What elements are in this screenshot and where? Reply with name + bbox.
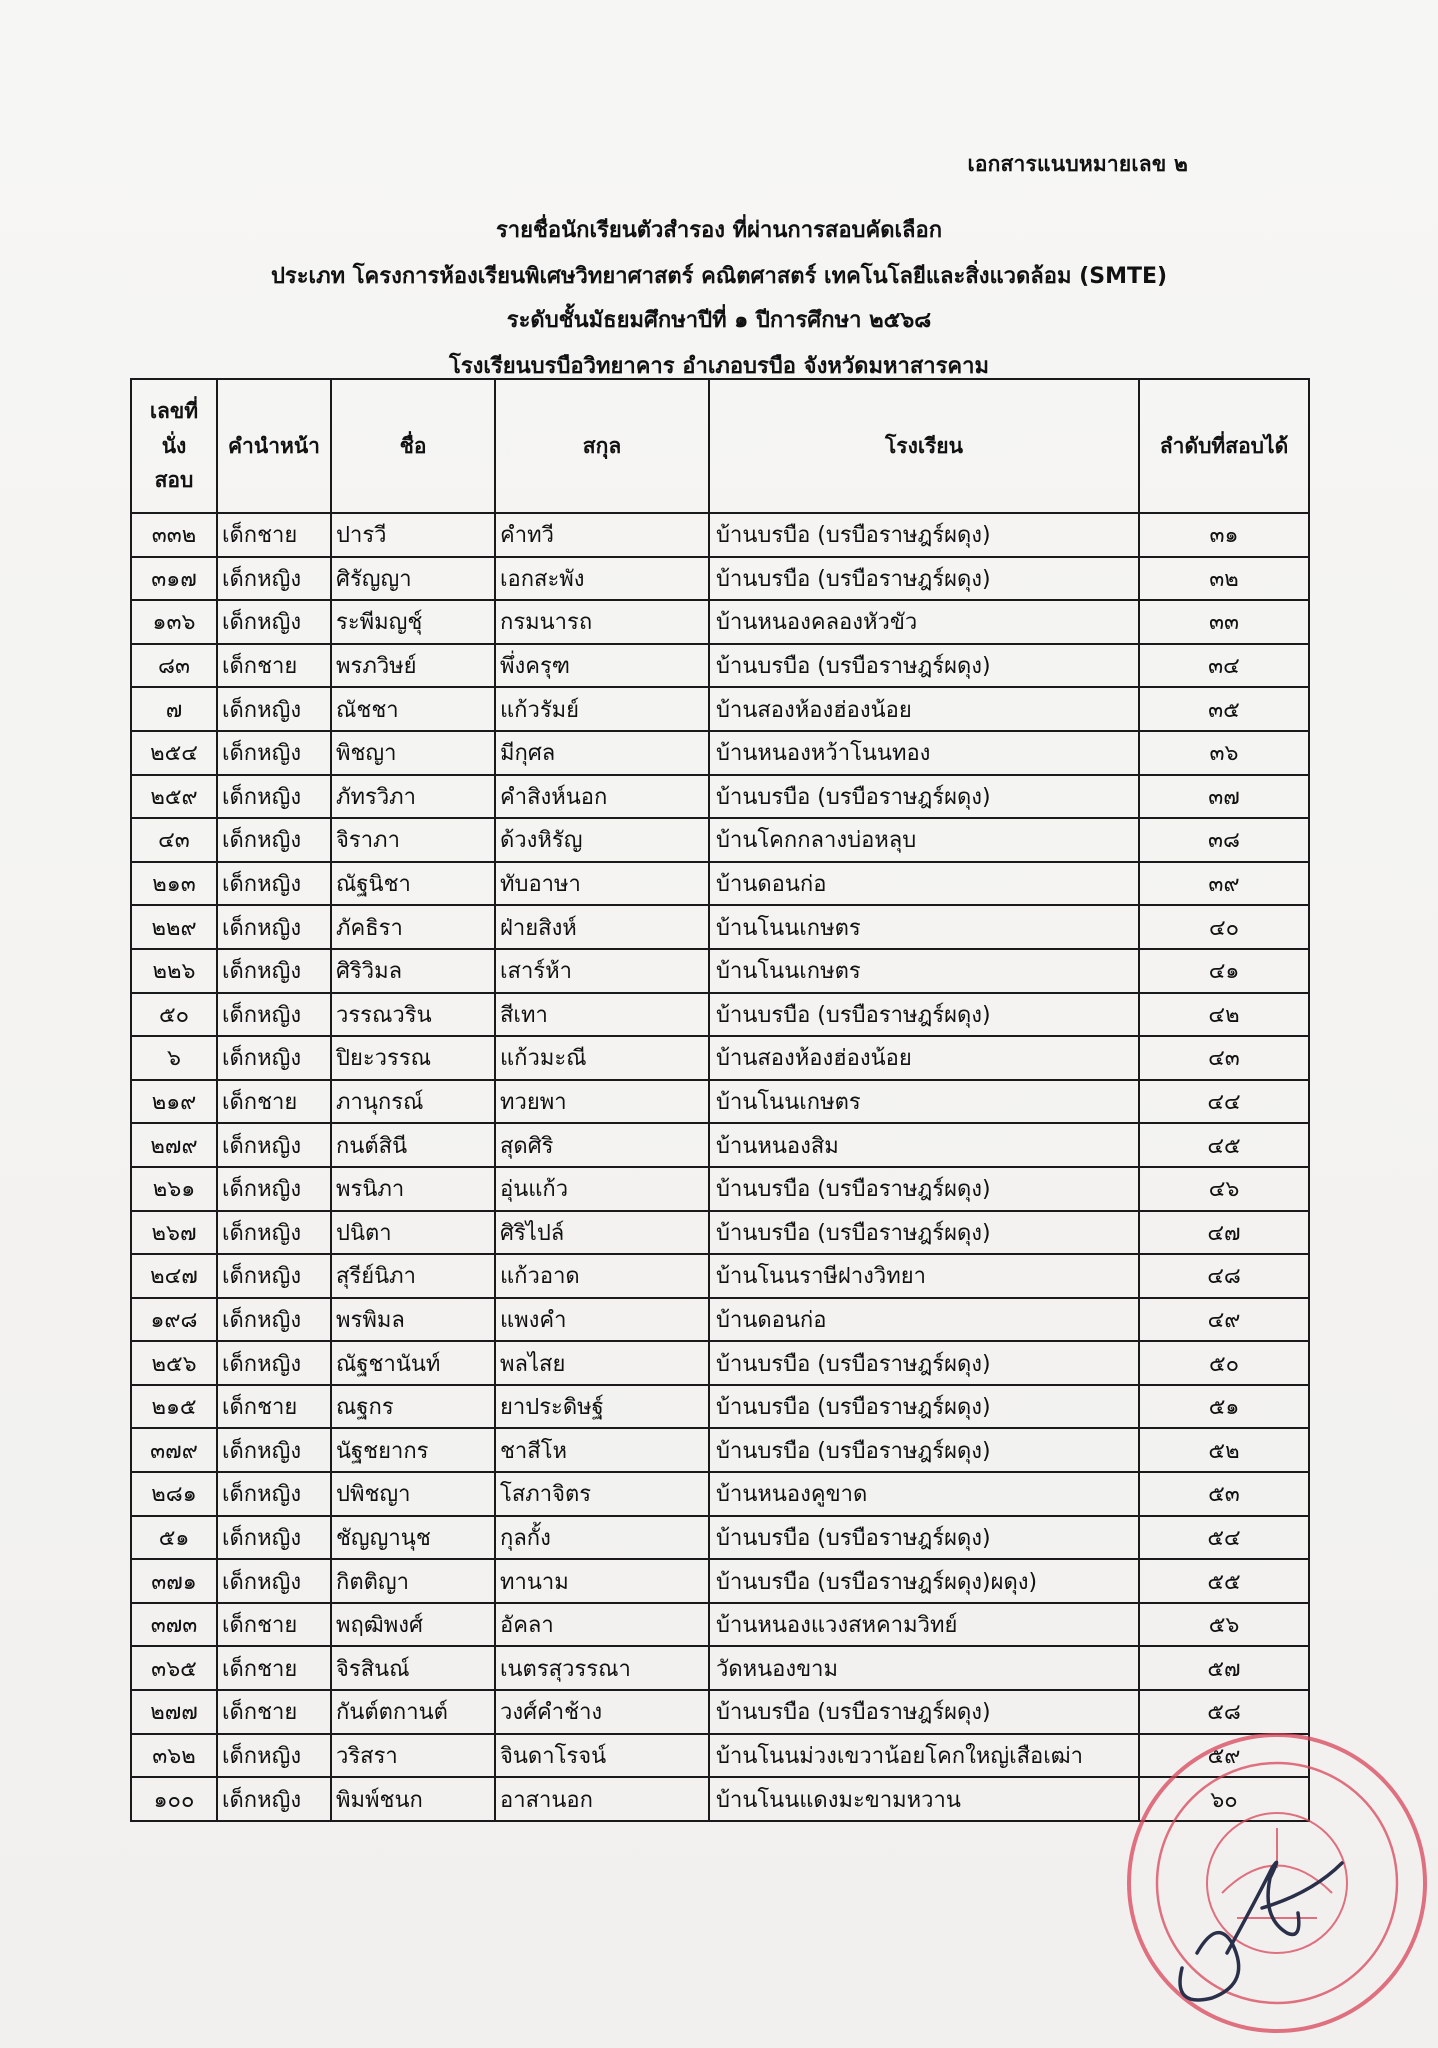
prefix-cell: เด็กชาย — [217, 1603, 331, 1647]
prefix-cell: เด็กหญิง — [217, 1472, 331, 1516]
table-row — [131, 862, 1309, 906]
prefix-cell: เด็กหญิง — [217, 775, 331, 819]
rank-cell: ๓๒ — [1139, 557, 1309, 601]
school-cell: บ้านดอนก่อ — [709, 862, 1139, 906]
rank-cell: ๓๕ — [1139, 687, 1309, 731]
seat-no-cell: ๒๖๑ — [131, 1167, 217, 1211]
seat-no-cell: ๓๖๒ — [131, 1734, 217, 1778]
first-name-cell: จิรสินณ์ — [331, 1646, 495, 1690]
seat-no-cell: ๒๕๖ — [131, 1341, 217, 1385]
prefix-cell: เด็กหญิง — [217, 1516, 331, 1560]
seat-no-cell: ๒๑๓ — [131, 862, 217, 906]
rank-cell: ๔๒ — [1139, 993, 1309, 1037]
last-name-cell: ศิริไปล์ — [495, 1211, 709, 1255]
prefix-cell: เด็กหญิง — [217, 1341, 331, 1385]
prefix-cell: เด็กหญิง — [217, 1211, 331, 1255]
prefix-cell: เด็กหญิง — [217, 1777, 331, 1821]
seat-no-cell: ๗ — [131, 687, 217, 731]
program-line: ประเภท โครงการห้องเรียนพิเศษวิทยาศาสตร์ คณิตศาสตร์ เทคโนโลยีและสิ่งแวดล้อม (SMTE) — [270, 264, 1168, 289]
first-name-cell: พฤฒิพงศ์ — [331, 1603, 495, 1647]
school-cell: บ้านบรบือ (บรบือราษฎร์ผดุง) — [709, 1516, 1139, 1560]
attachment-number: เอกสารแนบหมายเลข ๒ — [967, 152, 1188, 176]
first-name-cell: พรภวิษย์ — [331, 644, 495, 688]
rank-cell: ๓๖ — [1139, 731, 1309, 775]
prefix-cell: เด็กหญิง — [217, 993, 331, 1037]
table-row — [131, 1123, 1309, 1167]
level-line: ระดับชั้นมัธยมศึกษาปีที่ ๑ ปีการศึกษา ๒๕๖๘ — [506, 308, 932, 333]
first-name-cell: ชัญญานุช — [331, 1516, 495, 1560]
first-name-cell: จิราภา — [331, 818, 495, 862]
table-row — [131, 1211, 1309, 1255]
seat-no-cell: ๓๗๙ — [131, 1428, 217, 1472]
seat-no-cell: ๓๖๕ — [131, 1646, 217, 1690]
first-name-cell: ปารวี — [331, 513, 495, 557]
rank-cell: ๕๖ — [1139, 1603, 1309, 1647]
first-name-cell: ระพีมญชุ์ — [331, 600, 495, 644]
prefix-cell: เด็กหญิง — [217, 1734, 331, 1778]
reserve-students-table — [130, 378, 1310, 1822]
first-name-cell: วริสรา — [331, 1734, 495, 1778]
last-name-cell: ทวยพา — [495, 1080, 709, 1124]
table-row — [131, 600, 1309, 644]
rank-cell: ๓๙ — [1139, 862, 1309, 906]
seat-no-cell: ๕๐ — [131, 993, 217, 1037]
rank-cell: ๖๐ — [1139, 1777, 1309, 1821]
seat-no-cell: ๒๑๕ — [131, 1385, 217, 1429]
rank-cell: ๔๑ — [1139, 949, 1309, 993]
school-cell: บ้านบรบือ (บรบือราษฎร์ผดุง) — [709, 1211, 1139, 1255]
school-cell: บ้านบรบือ (บรบือราษฎร์ผดุง) — [709, 1690, 1139, 1734]
seat-no-cell: ๑๓๖ — [131, 600, 217, 644]
table-header-row — [131, 379, 1309, 513]
prefix-cell: เด็กหญิง — [217, 1036, 331, 1080]
rank-cell: ๕๕ — [1139, 1559, 1309, 1603]
last-name-cell: ชาสีโห — [495, 1428, 709, 1472]
rank-cell: ๓๑ — [1139, 513, 1309, 557]
first-name-cell: กันต์ตกานต์ — [331, 1690, 495, 1734]
school-cell: บ้านโนนราษีฝางวิทยา — [709, 1254, 1139, 1298]
rank-cell: ๕๘ — [1139, 1690, 1309, 1734]
school-cell: บ้านหนองคูขาด — [709, 1472, 1139, 1516]
table-row — [131, 1036, 1309, 1080]
school-cell: บ้านหนองสิม — [709, 1123, 1139, 1167]
last-name-cell: กุลกั้ง — [495, 1516, 709, 1560]
first-name-cell: กนต์สินี — [331, 1123, 495, 1167]
first-name-cell: ปพิชญา — [331, 1472, 495, 1516]
last-name-cell: แพงคำ — [495, 1298, 709, 1342]
seat-no-cell: ๑๐๐ — [131, 1777, 217, 1821]
last-name-cell: แก้วมะณี — [495, 1036, 709, 1080]
first-name-cell: ภัคธิรา — [331, 905, 495, 949]
first-name-cell: พิมพ์ชนก — [331, 1777, 495, 1821]
prefix-cell: เด็กชาย — [217, 1646, 331, 1690]
prefix-cell: เด็กหญิง — [217, 557, 331, 601]
seat-no-cell: ๒๕๙ — [131, 775, 217, 819]
prefix-cell: เด็กหญิง — [217, 905, 331, 949]
prefix-cell: เด็กหญิง — [217, 1123, 331, 1167]
rank-cell: ๔๕ — [1139, 1123, 1309, 1167]
seat-no-cell: ๒๒๙ — [131, 905, 217, 949]
last-name-cell: ทับอาษา — [495, 862, 709, 906]
last-name-cell: คำทวี — [495, 513, 709, 557]
school-cell: บ้านสองห้องฮ่องน้อย — [709, 1036, 1139, 1080]
last-name-cell: อาสานอก — [495, 1777, 709, 1821]
school-seal-stamp — [1112, 1718, 1438, 2048]
last-name-cell: มีกุศล — [495, 731, 709, 775]
last-name-cell: พึ่งครุฑ — [495, 644, 709, 688]
rank-cell: ๔๔ — [1139, 1080, 1309, 1124]
rank-cell: ๕๔ — [1139, 1516, 1309, 1560]
school-cell: บ้านบรบือ (บรบือราษฎร์ผดุง) — [709, 513, 1139, 557]
table-row — [131, 775, 1309, 819]
first-name-cell: ภัทรวิภา — [331, 775, 495, 819]
table-row — [131, 1080, 1309, 1124]
table-row — [131, 949, 1309, 993]
seat-no-cell: ๒๔๗ — [131, 1254, 217, 1298]
school-cell: บ้านโนนม่วงเขวาน้อยโคกใหญ่เสือเฒ่า — [709, 1734, 1139, 1778]
prefix-cell: เด็กหญิง — [217, 1298, 331, 1342]
seat-no-cell: ๒๑๙ — [131, 1080, 217, 1124]
last-name-cell: ทานาม — [495, 1559, 709, 1603]
rank-cell: ๔๗ — [1139, 1211, 1309, 1255]
prefix-cell: เด็กหญิง — [217, 1167, 331, 1211]
table-row — [131, 687, 1309, 731]
school-cell: บ้านบรบือ (บรบือราษฎร์ผดุง) — [709, 557, 1139, 601]
prefix-cell: เด็กชาย — [217, 1690, 331, 1734]
rank-cell: ๕๗ — [1139, 1646, 1309, 1690]
seat-no-cell: ๔๓ — [131, 818, 217, 862]
seat-no-cell: ๓๑๗ — [131, 557, 217, 601]
prefix-cell: เด็กหญิง — [217, 1428, 331, 1472]
rank-cell: ๕๐ — [1139, 1341, 1309, 1385]
prefix-cell: เด็กหญิง — [217, 949, 331, 993]
seat-no-cell: ๒๖๗ — [131, 1211, 217, 1255]
prefix-cell: เด็กหญิง — [217, 1254, 331, 1298]
seat-no-cell: ๘๓ — [131, 644, 217, 688]
first-name-cell: ศิรัญญา — [331, 557, 495, 601]
table-row — [131, 557, 1309, 601]
last-name-cell: คำสิงห์นอก — [495, 775, 709, 819]
seat-no-cell: ๓๗๓ — [131, 1603, 217, 1647]
prefix-cell: เด็กหญิง — [217, 731, 331, 775]
last-name-cell: สีเทา — [495, 993, 709, 1037]
document-title: รายชื่อนักเรียนตัวสำรอง ที่ผ่านการสอบคัดเลือก — [495, 218, 943, 243]
header-last-name: สกุล — [495, 379, 709, 513]
school-line: โรงเรียนบรบือวิทยาคาร อำเภอบรบือ จังหวัดมหาสารคาม — [449, 354, 989, 379]
school-cell: บ้านบรบือ (บรบือราษฎร์ผดุง) — [709, 775, 1139, 819]
table-row — [131, 1559, 1309, 1603]
school-cell: บ้านบรบือ (บรบือราษฎร์ผดุง) — [709, 644, 1139, 688]
prefix-cell: เด็กชาย — [217, 1385, 331, 1429]
school-cell: บ้านบรบือ (บรบือราษฎร์ผดุง)ผดุง) — [709, 1559, 1139, 1603]
first-name-cell: กิตติญา — [331, 1559, 495, 1603]
table-row — [131, 993, 1309, 1037]
rank-cell: ๕๙ — [1139, 1734, 1309, 1778]
school-cell: บ้านหนองคลองหัวขัว — [709, 600, 1139, 644]
first-name-cell: ณฐกร — [331, 1385, 495, 1429]
school-cell: บ้านบรบือ (บรบือราษฎร์ผดุง) — [709, 1341, 1139, 1385]
table-row — [131, 1646, 1309, 1690]
rank-cell: ๕๓ — [1139, 1472, 1309, 1516]
table-row — [131, 1603, 1309, 1647]
school-cell: บ้านบรบือ (บรบือราษฎร์ผดุง) — [709, 1385, 1139, 1429]
school-cell: บ้านบรบือ (บรบือราษฎร์ผดุง) — [709, 1167, 1139, 1211]
seat-no-cell: ๒๒๖ — [131, 949, 217, 993]
last-name-cell: กรมนารถ — [495, 600, 709, 644]
first-name-cell: วรรณวริน — [331, 993, 495, 1037]
last-name-cell: แก้วรัมย์ — [495, 687, 709, 731]
school-cell: บ้านดอนก่อ — [709, 1298, 1139, 1342]
first-name-cell: ปนิตา — [331, 1211, 495, 1255]
first-name-cell: ณัฐชานันท์ — [331, 1341, 495, 1385]
school-cell: วัดหนองขาม — [709, 1646, 1139, 1690]
last-name-cell: ด้วงหิรัญ — [495, 818, 709, 862]
header-seat-no — [131, 379, 217, 513]
last-name-cell: อัคลา — [495, 1603, 709, 1647]
table-row — [131, 1428, 1309, 1472]
last-name-cell: สุดศิริ — [495, 1123, 709, 1167]
school-cell: บ้านสองห้องฮ่องน้อย — [709, 687, 1139, 731]
table-row — [131, 1167, 1309, 1211]
rank-cell: ๕๒ — [1139, 1428, 1309, 1472]
header-seat-no-line3: สอบ — [154, 468, 194, 493]
table-row — [131, 1341, 1309, 1385]
prefix-cell: เด็กชาย — [217, 644, 331, 688]
first-name-cell: ณัชชา — [331, 687, 495, 731]
school-cell: บ้านโนนแดงมะขามหวาน — [709, 1777, 1139, 1821]
header-seat-no-line2: นั่ง — [161, 433, 187, 458]
school-cell: บ้านโนนเกษตร — [709, 1080, 1139, 1124]
seat-no-cell: ๕๑ — [131, 1516, 217, 1560]
table-row — [131, 1254, 1309, 1298]
last-name-cell: เนตรสุวรรณา — [495, 1646, 709, 1690]
rank-cell: ๓๔ — [1139, 644, 1309, 688]
seat-no-cell: ๑๙๘ — [131, 1298, 217, 1342]
seat-no-cell: ๒๗๙ — [131, 1123, 217, 1167]
table-row — [131, 731, 1309, 775]
prefix-cell: เด็กหญิง — [217, 687, 331, 731]
prefix-cell: เด็กชาย — [217, 1080, 331, 1124]
rank-cell: ๓๘ — [1139, 818, 1309, 862]
rank-cell: ๔๘ — [1139, 1254, 1309, 1298]
header-rank: ลำดับที่สอบได้ — [1139, 379, 1309, 513]
prefix-cell: เด็กชาย — [217, 513, 331, 557]
table-row — [131, 513, 1309, 557]
prefix-cell: เด็กหญิง — [217, 818, 331, 862]
last-name-cell: จินดาโรจน์ — [495, 1734, 709, 1778]
seat-no-cell: ๓๓๒ — [131, 513, 217, 557]
rank-cell: ๕๑ — [1139, 1385, 1309, 1429]
first-name-cell: พรพิมล — [331, 1298, 495, 1342]
header-first-name: ชื่อ — [331, 379, 495, 513]
last-name-cell: ยาประดิษฐ์ — [495, 1385, 709, 1429]
header-prefix: คำนำหน้า — [217, 379, 331, 513]
rank-cell: ๔๐ — [1139, 905, 1309, 949]
rank-cell: ๔๖ — [1139, 1167, 1309, 1211]
last-name-cell: เสาร์ห้า — [495, 949, 709, 993]
header-school: โรงเรียน — [709, 379, 1139, 513]
first-name-cell: นัฐชยากร — [331, 1428, 495, 1472]
table-row — [131, 818, 1309, 862]
first-name-cell: พรนิภา — [331, 1167, 495, 1211]
first-name-cell: สุรีย์นิภา — [331, 1254, 495, 1298]
rank-cell: ๔๓ — [1139, 1036, 1309, 1080]
rank-cell: ๔๙ — [1139, 1298, 1309, 1342]
first-name-cell: ปิยะวรรณ — [331, 1036, 495, 1080]
school-cell: บ้านโนนเกษตร — [709, 905, 1139, 949]
seat-no-cell: ๖ — [131, 1036, 217, 1080]
last-name-cell: พลไสย — [495, 1341, 709, 1385]
school-cell: บ้านหนองแวงสหคามวิทย์ — [709, 1603, 1139, 1647]
table-row — [131, 905, 1309, 949]
first-name-cell: พิชญา — [331, 731, 495, 775]
school-cell: บ้านบรบือ (บรบือราษฎร์ผดุง) — [709, 1428, 1139, 1472]
last-name-cell: อุ่นแก้ว — [495, 1167, 709, 1211]
last-name-cell: แก้วอาด — [495, 1254, 709, 1298]
seat-no-cell: ๓๗๑ — [131, 1559, 217, 1603]
school-cell: บ้านหนองหว้าโนนทอง — [709, 731, 1139, 775]
first-name-cell: ณัฐนิชา — [331, 862, 495, 906]
school-cell: บ้านโคกกลางบ่อหลุบ — [709, 818, 1139, 862]
rank-cell: ๓๗ — [1139, 775, 1309, 819]
school-cell: บ้านโนนเกษตร — [709, 949, 1139, 993]
table-row — [131, 1298, 1309, 1342]
prefix-cell: เด็กหญิง — [217, 862, 331, 906]
seat-no-cell: ๒๕๔ — [131, 731, 217, 775]
prefix-cell: เด็กหญิง — [217, 600, 331, 644]
last-name-cell: เอกสะพัง — [495, 557, 709, 601]
table-row — [131, 1472, 1309, 1516]
header-seat-no-line1: เลขที่ — [149, 399, 199, 424]
last-name-cell: ฝ่ายสิงห์ — [495, 905, 709, 949]
rank-cell: ๓๓ — [1139, 600, 1309, 644]
seat-no-cell: ๒๗๗ — [131, 1690, 217, 1734]
last-name-cell: โสภาจิตร — [495, 1472, 709, 1516]
last-name-cell: วงศ์คำช้าง — [495, 1690, 709, 1734]
table-row — [131, 1516, 1309, 1560]
table-row — [131, 644, 1309, 688]
seat-no-cell: ๒๘๑ — [131, 1472, 217, 1516]
table-row — [131, 1385, 1309, 1429]
first-name-cell: ศิริวิมล — [331, 949, 495, 993]
first-name-cell: ภานุกรณ์ — [331, 1080, 495, 1124]
prefix-cell: เด็กหญิง — [217, 1559, 331, 1603]
school-cell: บ้านบรบือ (บรบือราษฎร์ผดุง) — [709, 993, 1139, 1037]
